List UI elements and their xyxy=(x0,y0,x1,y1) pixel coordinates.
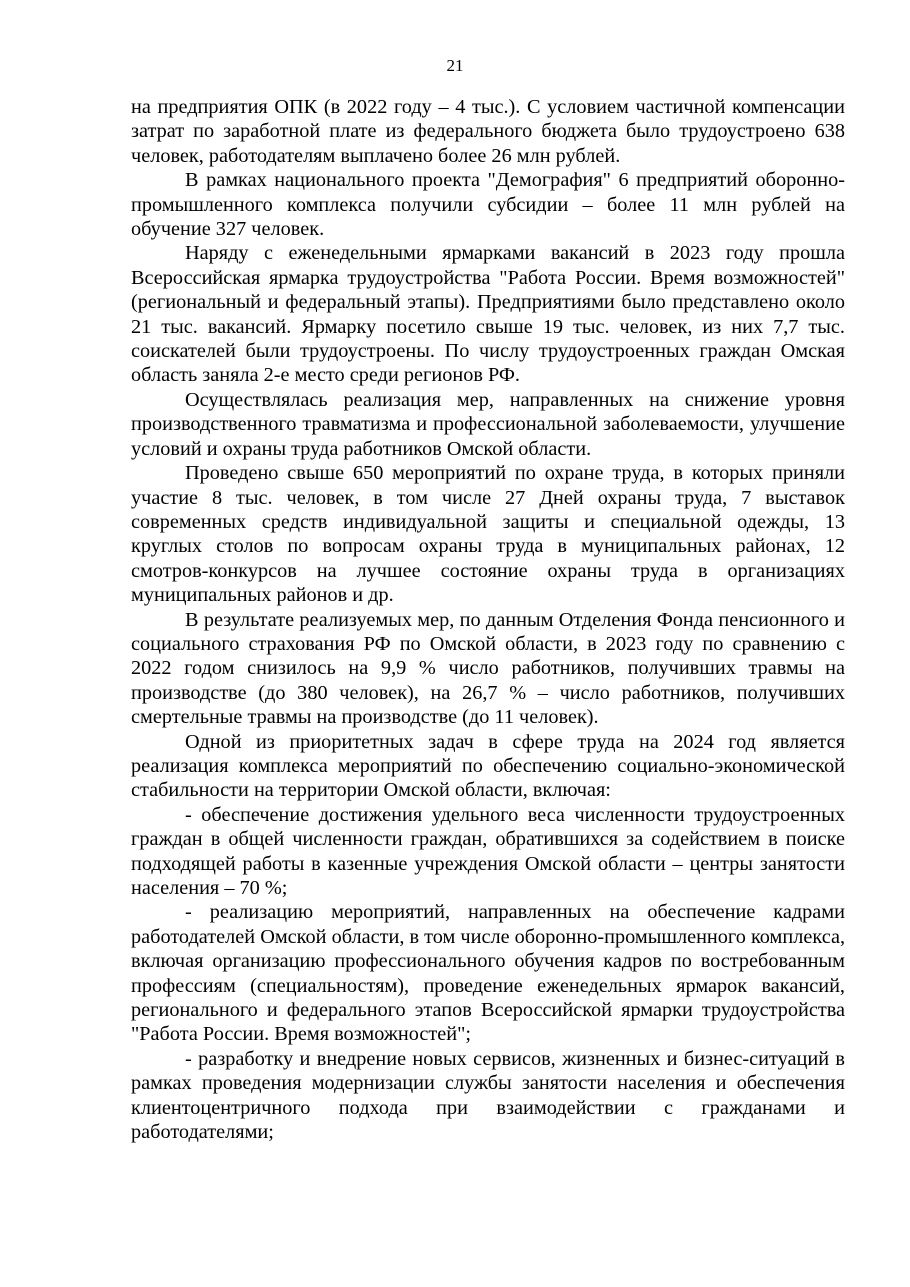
list-item: - обеспечение достижения удельного веса численности трудоустроенных граждан в общей численности граждан, обратившихся за содействием в поиске подходящей работы в казенные учреждения Омской области – центры занятости населения – 70 %; xyxy=(131,803,845,899)
list-item: - реализацию мероприятий, направленных на обеспечение кадрами работодателей Омской области, в том числе оборонно-промышленного комплекса, включая организацию профессионального обучения кадров по востребованным профессиям (специальностям), проведение еженедельных ярмарок вакансий, регионального и федерального этапов Всероссийской ярмарки трудоустройства "Работа России. Время возможностей"; xyxy=(131,901,846,1046)
paragraph: на предприятия ОПК (в 2022 году – 4 тыс.). С условием частичной компенсации затрат по заработной плате из федерального бюджета было трудоустроено 638 человек, работодателям выплачено более 26 млн рублей. xyxy=(131,96,845,167)
list-item: - разработку и внедрение новых сервисов, жизненных и бизнес-ситуаций в рамках проведения модернизации службы занятости населения и обеспечения клиентоцентричного подхода при взаимодействии с гражданами и работодателями; xyxy=(131,1047,845,1144)
paragraph: Наряду с еженедельными ярмарками вакансий в 2023 году прошла Всероссийская ярмарка трудоустройства "Работа России. Время возможностей" (региональный и федеральный этапы). Предприятиями было представлено около 21 тыс. вакансий. Ярмарку посетило свыше 19 тыс. человек, из них 7,7 тыс. соискателей были трудоустроены. По числу трудоустроенных граждан Омская область заняла 2-е место среди регионов РФ. xyxy=(131,242,845,387)
paragraph: Осуществлялась реализация мер, направленных на снижение уровня производственного травматизма и профессиональной заболеваемости, улучшение условий и охраны труда работников Омской области. xyxy=(131,388,845,460)
paragraph: В рамках национального проекта "Демография" 6 предприятий оборонно-промышленного комплекса получили субсидии – более 11 млн рублей на обучение 327 человек. xyxy=(131,169,845,241)
paragraph: Одной из приоритетных задач в сфере труда на 2024 год является реализация комплекса мероприятий по обеспечению социально-экономической стабильности на территории Омской области, включая: xyxy=(131,730,845,802)
document-body xyxy=(131,95,845,1144)
paragraph: Проведено свыше 650 мероприятий по охране труда, в которых приняли участие 8 тыс. человек, в том числе 27 Дней охраны труда, 7 выставок современных средств индивидуальной защиты и специальной одежды, 13 круглых столов по вопросам охраны труда в муниципальных районах, 12 смотров-конкурсов на лучшее состояние охраны труда в организациях муниципальных районов и др. xyxy=(131,462,845,607)
page-number: 21 xyxy=(446,56,464,75)
paragraph: В результате реализуемых мер, по данным Отделения Фонда пенсионного и социального страхования РФ по Омской области, в 2023 году по сравнению с 2022 годом снизилось на 9,9 % число работников, получивших травмы на производстве (до 380 человек), на 26,7 % – число работников, получивших смертельные травмы на производстве (до 11 человек). xyxy=(131,608,845,729)
